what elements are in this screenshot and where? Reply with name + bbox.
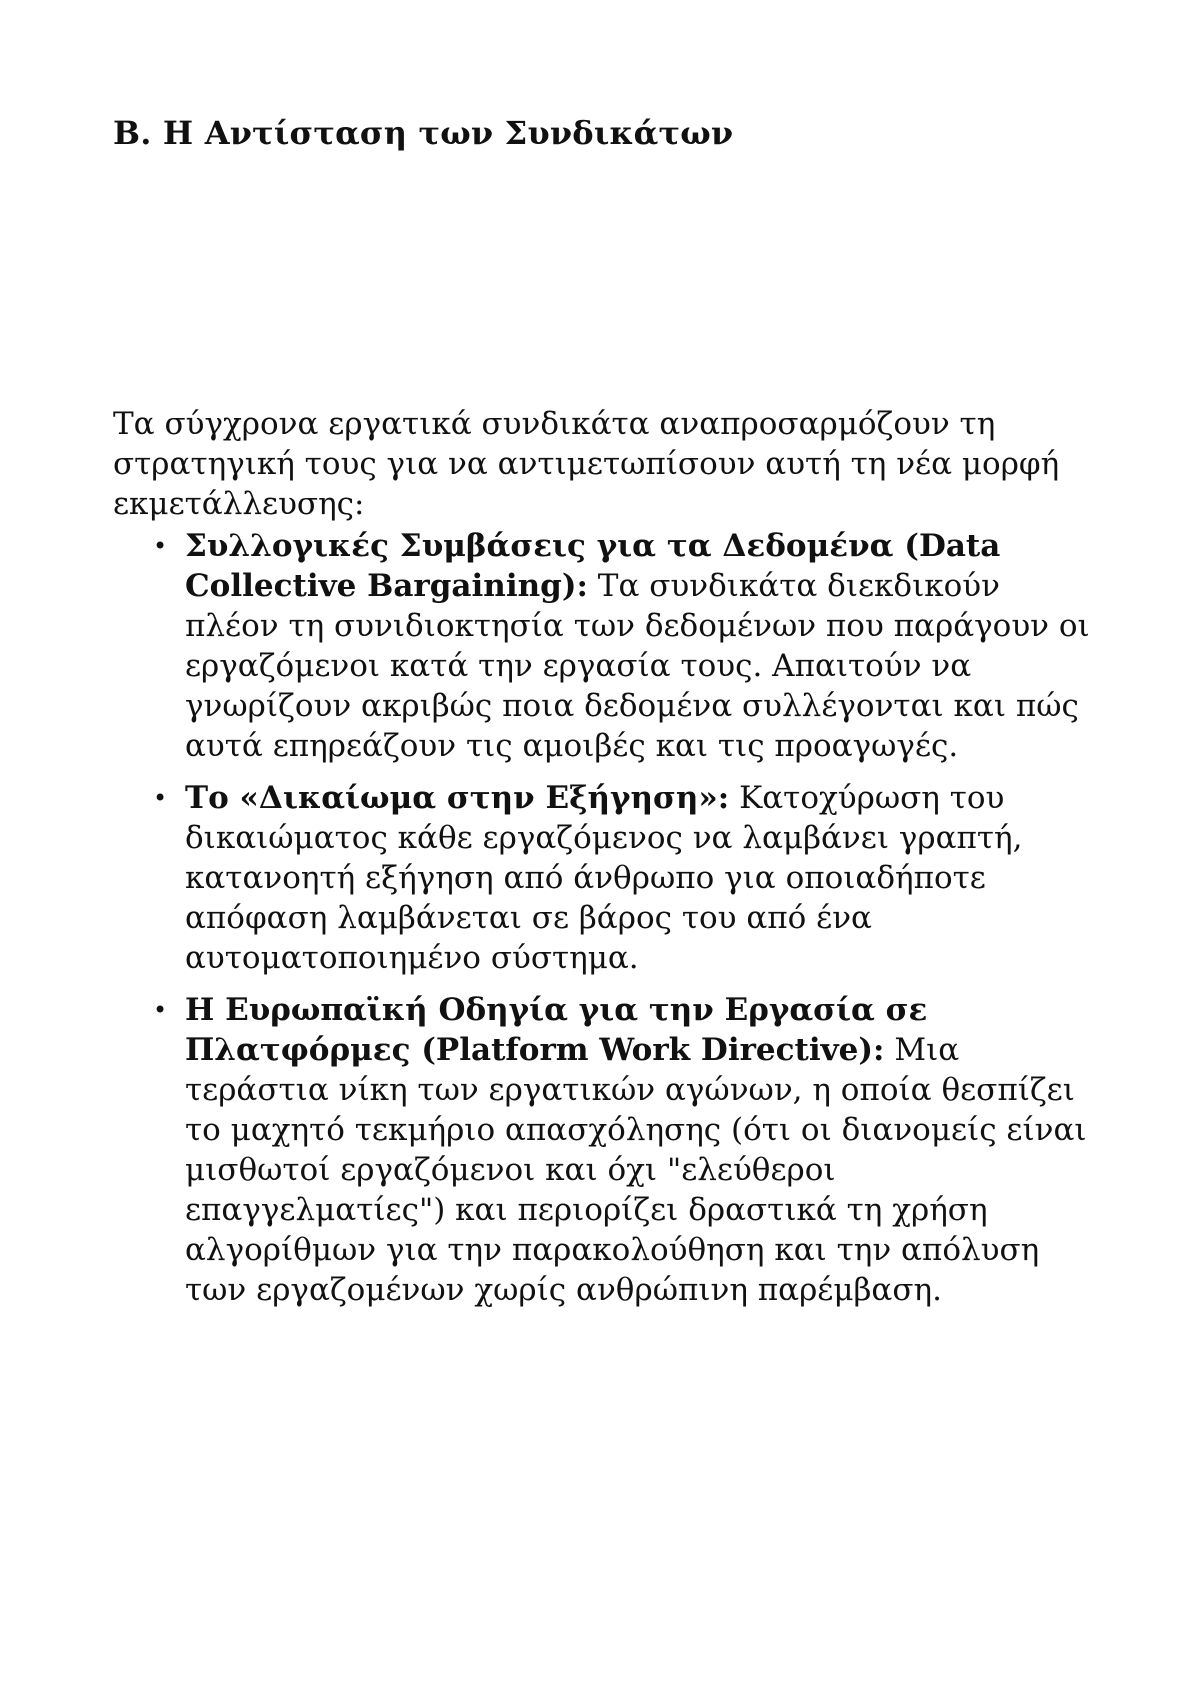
bullet-marker: • [153, 996, 168, 1024]
intro-paragraph: Τα σύγχρονα εργατικά συνδικάτα αναπροσαρμόζουν τη στρατηγική τους για να αντιμετωπίσουν αυτή τη νέα μορφή εκμετάλλευσης: [113, 406, 1060, 522]
bullet-text: Τα συνδικάτα διεκδικούν πλέον τη συνιδιοκτησία των δεδομένων που παράγουν οι εργαζόμενοι κατά την εργασία τους. Απαιτούν να γνωρίζουν ακριβώς ποια δεδομένα συλλέγονται και πώς αυτά επηρεάζουν τις αμοιβές και τις προαγωγές. [185, 568, 1090, 764]
bullet-title: Το «Δικαίωμα στην Εξήγηση»: [185, 780, 730, 816]
bullet-item-platform-directive [113, 990, 1093, 1310]
bullet-item-data-bargaining [113, 526, 1093, 766]
bullet-marker: • [153, 532, 168, 560]
bullet-title: Συλλογικές Συμβάσεις για τα Δεδομένα (Data Collective Bargaining): [185, 528, 1001, 604]
bullet-text: Κατοχύρωση του δικαιώματος κάθε εργαζόμενος να λαμβάνει γραπτή, κατανοητή εξήγηση από άνθρωπο για οποιαδήποτε απόφαση λαμβάνεται σε βάρος του από ένα αυτοματοποιημένο σύστημα. [185, 780, 1023, 976]
bullet-list [113, 526, 1093, 1310]
section-body [113, 404, 1093, 1322]
bullet-text: Μια τεράστια νίκη των εργατικών αγώνων, η οποία θεσπίζει το μαχητό τεκμήριο απασχόλησης (ότι οι διανομείς είναι μισθωτοί εργαζόμενοι και όχι "ελεύθεροι επαγγελματίες") και περιορίζει δραστικά τη χρήση αλγορίθμων για την παρακολούθηση και την απόλυση των εργαζομένων χωρίς ανθρώπινη παρέμβαση. [185, 1032, 1087, 1308]
bullet-title: Η Ευρωπαϊκή Οδηγία για την Εργασία σε Πλατφόρμες (Platform Work Directive): [185, 992, 928, 1068]
section-heading: B. Η Αντίσταση των Συνδικάτων [113, 114, 734, 152]
bullet-marker: • [153, 784, 168, 812]
bullet-item-right-to-explanation [113, 778, 1093, 978]
